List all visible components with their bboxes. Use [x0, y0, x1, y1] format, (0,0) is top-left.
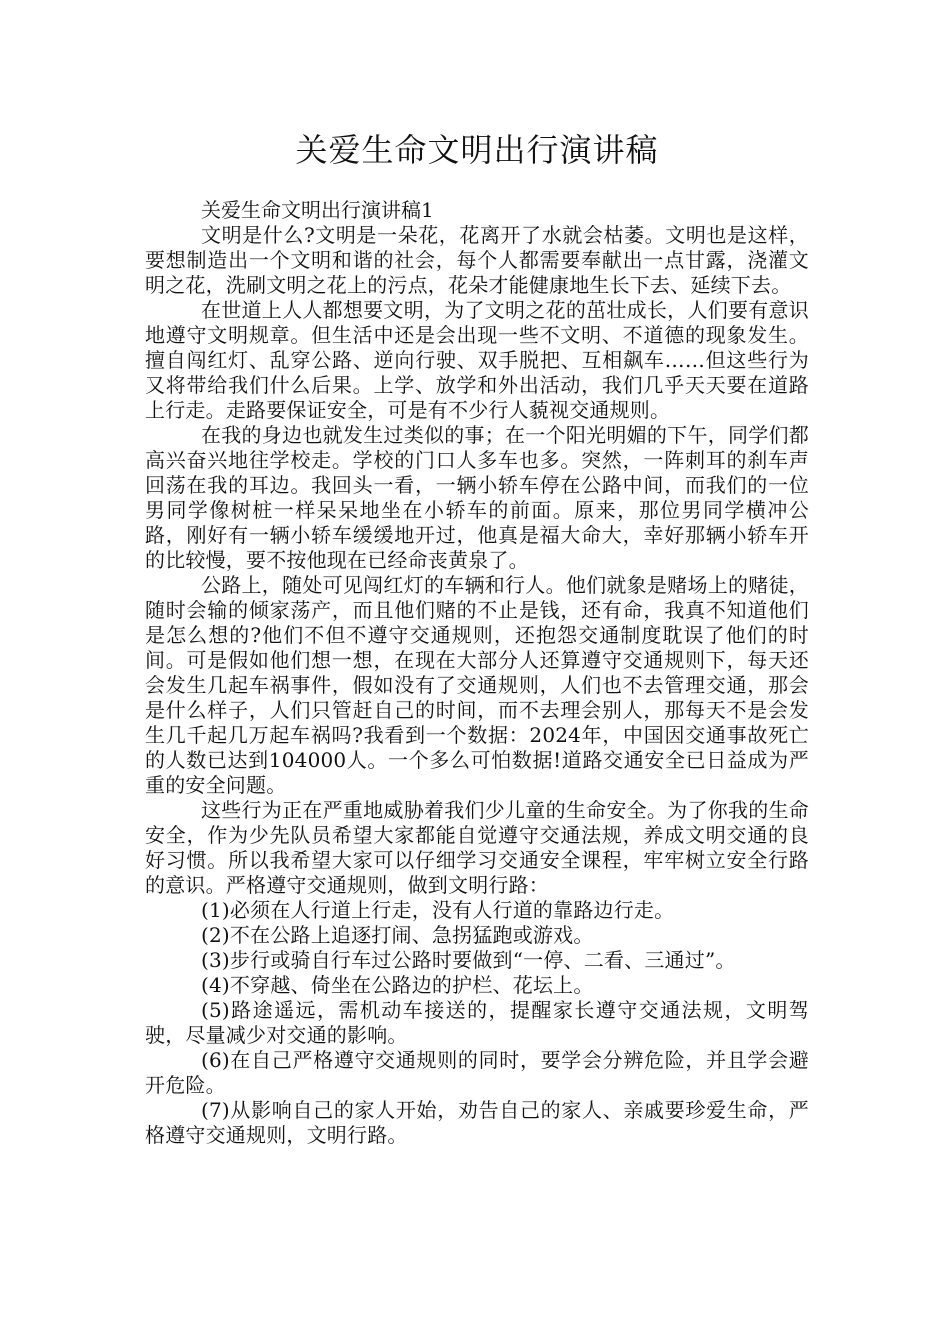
- list-item-6: (6)在自己严格遵守交通规则的同时，要学会分辨危险，并且学会避开危险。: [145, 1048, 809, 1097]
- list-item-3: (3)步行或骑自行车过公路时要做到“一停、二看、三通过”。: [201, 948, 736, 972]
- list-item-4: (4)不穿越、倚坐在公路边的护栏、花坛上。: [201, 973, 594, 997]
- paragraph-5: 这些行为正在严重地威胁着我们少儿童的生命安全。为了你我的生命安全，作为少先队员希望大家都能自觉遵守交通法规，养成文明交通的良好习惯。所以我希望大家可以仔细学习交通安全课程，牢牢树立安全行路的意识。严格遵守交通规则，做到文明行路：: [145, 798, 809, 897]
- list-item-5: (5)路途遥远，需机动车接送的，提醒家长遵守交通法规，文明驾驶，尽量减少对交通的影响。: [145, 998, 809, 1047]
- paragraph-3: 在我的身边也就发生过类似的事；在一个阳光明媚的下午，同学们都高兴奋兴地往学校走。学校的门口人多车也多。突然，一阵刺耳的刹车声回荡在我的耳边。我回头一看，一辆小轿车停在公路中间，而我们的一位男同学像树桩一样呆呆地坐在小轿车的前面。原来，那位男同学横冲公路，刚好有一辆小轿车缓缓地开过，他真是福大命大，幸好那辆小轿车开的比较慢，要不按他现在已经命丧黄泉了。: [145, 423, 809, 572]
- list-item-1: (1)必须在人行道上行走，没有人行道的靠路边行走。: [201, 898, 675, 922]
- list-item-2: (2)不在公路上追逐打闹、急拐猛跑或游戏。: [201, 923, 594, 947]
- document-title: 关爱生命文明出行演讲稿: [295, 131, 659, 169]
- list-item-7: (7)从影响自己的家人开始，劝告自己的家人、亲戚要珍爱生命，严格遵守交通规则，文明行路。: [145, 1098, 809, 1147]
- document-page: [145, 128, 809, 1148]
- paragraph-1: 文明是什么?文明是一朵花，花离开了水就会枯萎。文明也是这样，要想制造出一个文明和谐的社会，每个人都需要奉献出一点甘露，浇灌文明之花，洗刷文明之花上的污点，花朵才能健康地生长下去、延续下去。: [145, 223, 809, 297]
- paragraph-4: 公路上，随处可见闯红灯的车辆和行人。他们就象是赌场上的赌徒，随时会输的倾家荡产，而且他们赌的不止是钱，还有命，我真不知道他们是怎么想的?他们不但不遵守交通规则，还抱怨交通制度耽误了他们的时间。可是假如他们想一想，在现在大部分人还算遵守交通规则下，每天还会发生几起车祸事件，假如没有了交通规则，人们也不去管理交通，那会是什么样子，人们只管赶自己的时间，而不去理会别人，那每天不是会发生几千起几万起车祸吗?我看到一个数据：2024年，中国因交通事故死亡的人数已达到104000人。一个多么可怕数据!道路交通安全已日益成为严重的安全问题。: [145, 573, 809, 797]
- paragraph-2: 在世道上人人都想要文明，为了文明之花的茁壮成长，人们要有意识地遵守文明规章。但生活中还是会出现一些不文明、不道德的现象发生。擅自闯红灯、乱穿公路、逆向行驶、双手脱把、互相飙车……但这些行为又将带给我们什么后果。上学、放学和外出活动，我们几乎天天要在道路上行走。走路要保证安全，可是有不少行人藐视交通规则。: [145, 298, 809, 422]
- document-subtitle: 关爱生命文明出行演讲稿1: [201, 198, 434, 222]
